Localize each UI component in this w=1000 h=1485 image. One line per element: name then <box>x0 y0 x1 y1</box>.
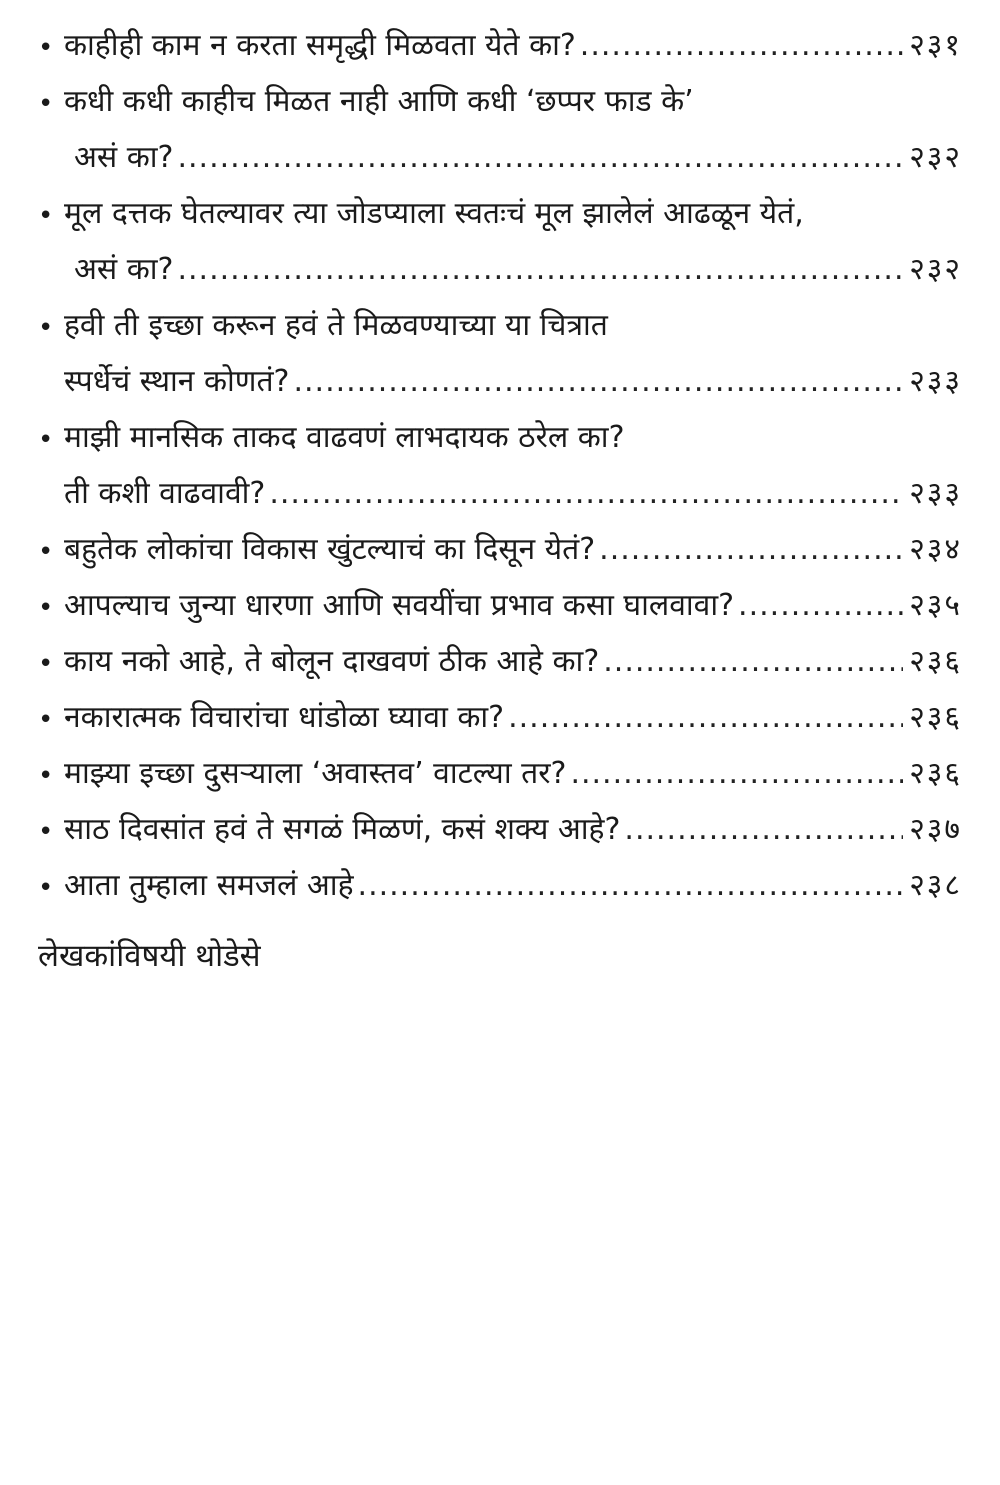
bullet-icon: • <box>38 649 54 679</box>
toc-entry-title-cont: स्पर्धेचं स्थान कोणतं? <box>64 364 290 399</box>
toc-entry-title: मूल दत्तक घेतल्यावर त्या जोडप्याला स्वतःचं मूल झालेलं आढळून येतं, <box>64 196 804 231</box>
toc-line <box>64 746 962 802</box>
toc-entry <box>38 858 962 914</box>
toc-page-number: २३६ <box>909 644 962 679</box>
toc-list <box>38 18 962 914</box>
bullet-icon: • <box>38 761 54 791</box>
toc-entry-title: आता तुम्हाला समजलं आहे <box>64 868 354 903</box>
toc-entry-title: हवी ती इच्छा करून हवं ते मिळवण्याच्या या चित्रात <box>64 308 608 343</box>
toc-entry <box>38 186 962 298</box>
toc-line <box>64 690 962 746</box>
dot-leader <box>177 130 903 186</box>
toc-entry-title-cont: असं का? <box>74 140 174 175</box>
dot-leader <box>570 746 903 802</box>
dot-leader <box>177 242 903 298</box>
bullet-icon: • <box>38 33 54 63</box>
about-authors-heading: लेखकांविषयी थोडेसे <box>38 938 261 974</box>
toc-entry-title: साठ दिवसांत हवं ते सगळं मिळणं, कसं शक्य आहे? <box>64 812 621 847</box>
dot-leader <box>603 634 903 690</box>
dot-leader <box>358 858 904 914</box>
toc-page-number: २३७ <box>909 812 962 847</box>
bullet-icon: • <box>38 873 54 903</box>
dot-leader <box>293 354 903 410</box>
bullet-icon: • <box>38 705 54 735</box>
bullet-icon: • <box>38 89 54 119</box>
toc-entry-title: कधी कधी काहीच मिळत नाही आणि कधी ‘छप्पर फाड के’ <box>64 84 694 119</box>
toc-line <box>64 354 962 410</box>
toc-entry <box>38 634 962 690</box>
toc-line <box>64 802 962 858</box>
dot-leader <box>580 18 903 74</box>
toc-entry <box>38 522 962 578</box>
bullet-icon: • <box>38 425 54 455</box>
toc-line <box>64 466 962 522</box>
toc-entry-title: नकारात्मक विचारांचा धांडोळा घ्यावा का? <box>64 700 505 735</box>
toc-page-number: २३२ <box>909 140 962 175</box>
bullet-icon: • <box>38 201 54 231</box>
toc-entry <box>38 410 962 522</box>
toc-entry <box>38 578 962 634</box>
toc-entry <box>38 74 962 186</box>
dot-leader <box>624 802 903 858</box>
toc-entry-title-cont: ती कशी वाढवावी? <box>64 476 266 511</box>
toc-entry <box>38 746 962 802</box>
toc-line <box>64 130 962 186</box>
toc-entry <box>38 18 962 74</box>
toc-page-number: २३६ <box>909 700 962 735</box>
toc-line <box>64 242 962 298</box>
toc-page-number: २३२ <box>909 252 962 287</box>
toc-entry-title: काहीही काम न करता समृद्धी मिळवता येते का? <box>64 28 576 63</box>
toc-entry-title-cont: असं का? <box>74 252 174 287</box>
bullet-icon: • <box>38 817 54 847</box>
dot-leader <box>269 466 903 522</box>
toc-page-number: २३५ <box>909 588 962 623</box>
dot-leader <box>508 690 903 746</box>
toc-line <box>64 18 962 74</box>
bullet-icon: • <box>38 537 54 567</box>
bullet-icon: • <box>38 593 54 623</box>
toc-line <box>64 634 962 690</box>
toc-line <box>64 522 962 578</box>
dot-leader <box>738 578 903 634</box>
toc-page-number: २३३ <box>909 476 962 511</box>
toc-page-number: २३४ <box>909 532 962 567</box>
toc-entry-title: काय नको आहे, ते बोलून दाखवणं ठीक आहे का? <box>64 644 600 679</box>
toc-line <box>64 578 962 634</box>
toc-line <box>64 858 962 914</box>
toc-page-number: २३६ <box>909 756 962 791</box>
toc-entry <box>38 802 962 858</box>
toc-entry <box>38 298 962 410</box>
toc-entry <box>38 690 962 746</box>
toc-entry-title: बहुतेक लोकांचा विकास खुंटल्याचं का दिसून येतं? <box>64 532 596 567</box>
toc-entry-title: माझी मानसिक ताकद वाढवणं लाभदायक ठरेल का? <box>64 420 625 455</box>
toc-page-number: २३८ <box>909 868 962 903</box>
toc-page-number: २३३ <box>909 364 962 399</box>
toc-page-number: २३१ <box>909 28 962 63</box>
bullet-icon: • <box>38 313 54 343</box>
toc-entry-title: माझ्या इच्छा दुसऱ्याला ‘अवास्तव’ वाटल्या तर? <box>64 756 567 791</box>
toc-entry-title: आपल्याच जुन्या धारणा आणि सवयींचा प्रभाव कसा घालवावा? <box>64 588 735 623</box>
dot-leader <box>599 522 903 578</box>
